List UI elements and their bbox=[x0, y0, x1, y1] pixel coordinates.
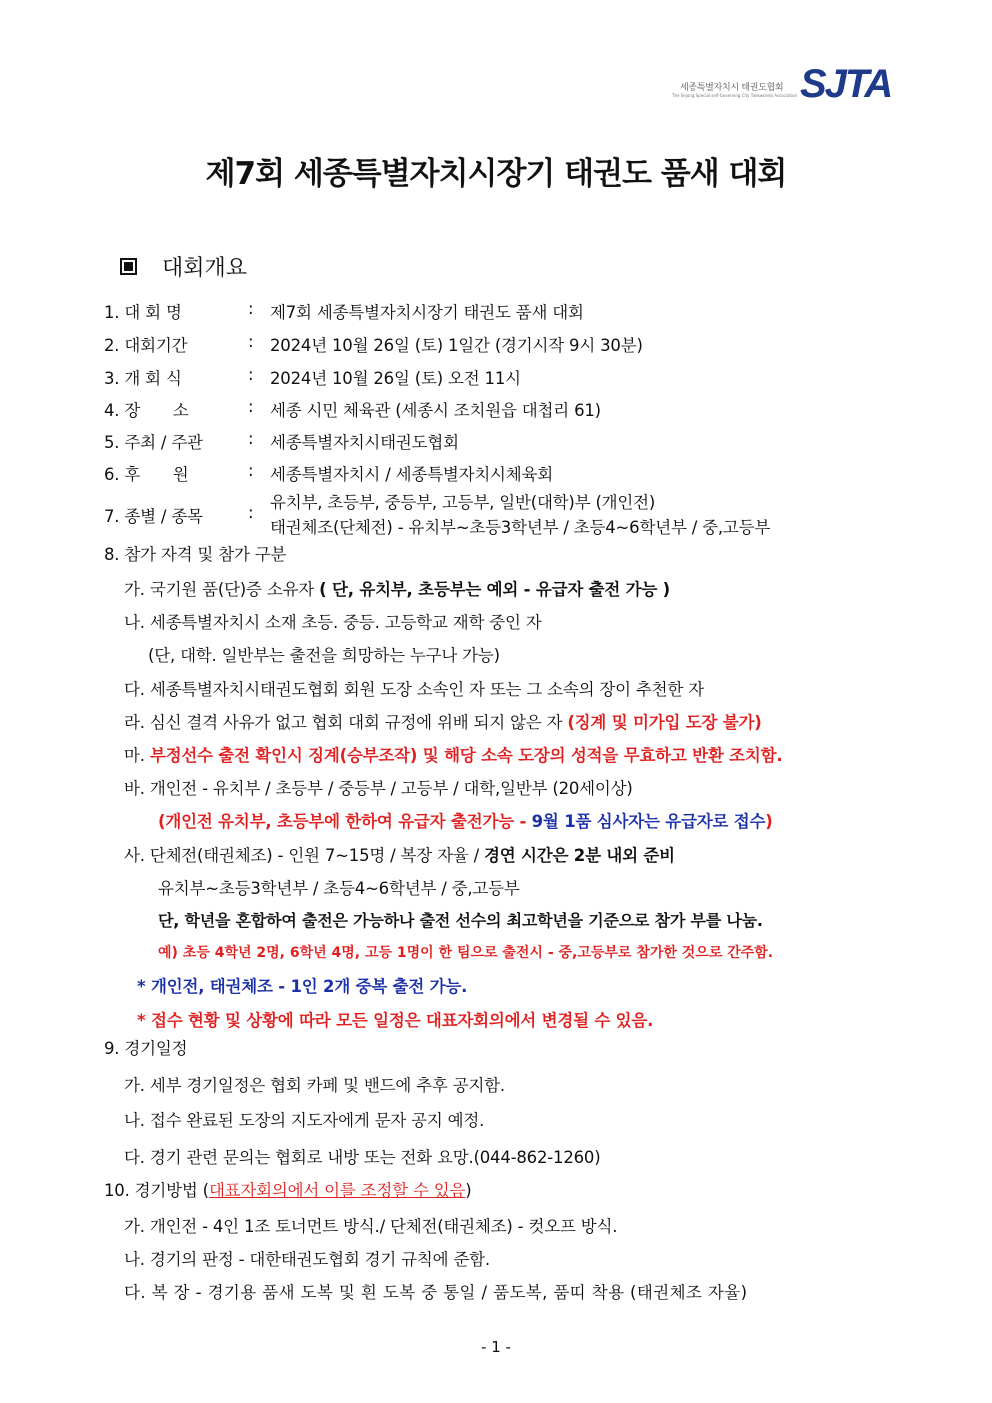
item-label: 5. 주최 / 주관 bbox=[104, 433, 203, 452]
s8-ga bbox=[124, 576, 670, 600]
item-value-line2: 태권체조(단체전) - 유치부~초등3학년부 / 초등4~6학년부 / 중,고등부 bbox=[270, 518, 771, 537]
s8-sa-text: 사. 단체전(태권체조) - 인원 7~15명 / 복장 자율 / bbox=[124, 846, 484, 865]
s10-heading-a: 10. 경기방법 ( bbox=[104, 1181, 209, 1200]
s9-heading: 9. 경기일정 bbox=[104, 1039, 188, 1058]
item-label: 4. 장 소 bbox=[104, 401, 189, 420]
s8-na-note: (단, 대학. 일반부는 출전을 희망하는 누구나 가능) bbox=[148, 646, 500, 665]
org-logo-mark: SJTA bbox=[800, 62, 892, 106]
square-bullet-icon bbox=[120, 258, 137, 275]
s8-sa-note: 경연 시간은 2분 내외 준비 bbox=[484, 846, 675, 865]
s9-ga: 가. 세부 경기일정은 협회 카페 및 밴드에 추후 공지함. bbox=[124, 1076, 505, 1095]
s10-heading bbox=[104, 1177, 471, 1201]
s8-ma-text: 부정선수 출전 확인시 징계(승부조작) 및 해당 소속 도장의 성적을 무효하고 반환 조치함. bbox=[149, 746, 783, 765]
s8-star-1: * 개인전, 태권체조 - 1인 2개 중복 출전 가능. bbox=[137, 977, 468, 996]
s8-sa-example: 예) 초등 4학년 2명, 6학년 4명, 고등 1명이 한 팀으로 출전시 - 중,고등부로 참가한 것으로 간주함. bbox=[158, 945, 774, 961]
org-logo-subtitle: The Sejong Special self-Governing City Taekwondo Association bbox=[672, 93, 798, 98]
s8-ma-marker: 마. bbox=[124, 746, 150, 765]
item-value: 세종 시민 체육관 (세종시 조치원읍 대첩리 61) bbox=[270, 401, 601, 420]
s9-na: 나. 접수 완료된 도장의 지도자에게 문자 공지 예정. bbox=[124, 1111, 485, 1130]
s8-ra bbox=[124, 709, 762, 733]
s8-heading: 8. 참가 자격 및 참가 구분 bbox=[104, 545, 287, 564]
document-title: 제7회 세종특별자치시장기 태권도 품새 대회 bbox=[205, 156, 787, 192]
s9-da: 다. 경기 관련 문의는 협회로 내방 또는 전화 요망.(044-862-1260) bbox=[124, 1148, 601, 1167]
s8-na: 나. 세종특별자치시 소재 초등. 중등. 고등학교 재학 중인 자 bbox=[124, 613, 542, 632]
item-value: 2024년 10월 26일 (토) 1일간 (경기시작 9시 30분) bbox=[270, 336, 643, 355]
item-value: 제7회 세종특별자치시장기 태권도 품새 대회 bbox=[270, 303, 584, 322]
s10-da: 다. 복 장 - 경기용 품새 도복 및 흰 도복 중 통일 / 품도복, 품띠 착용 (태권체조 자율) bbox=[124, 1283, 748, 1302]
item-colon: : bbox=[248, 429, 254, 448]
item-colon: : bbox=[248, 299, 254, 318]
s8-ra-text: 라. 심신 결격 사유가 없고 협회 대회 규정에 위배 되지 않은 자 bbox=[124, 713, 568, 732]
item-label: 6. 후 원 bbox=[104, 465, 189, 484]
s8-star-2: * 접수 현황 및 상황에 따라 모든 일정은 대표자회의에서 변경될 수 있음. bbox=[137, 1011, 654, 1030]
s10-na: 나. 경기의 판정 - 대한태권도협회 경기 규칙에 준함. bbox=[124, 1250, 490, 1269]
s10-heading-c: ) bbox=[465, 1181, 472, 1200]
item-label: 2. 대회기간 bbox=[104, 336, 188, 355]
item-label: 3. 개 회 식 bbox=[104, 369, 182, 388]
s8-da: 다. 세종특별자치시태권도협회 회원 도장 소속인 자 또는 그 소속의 장이 추천한 자 bbox=[124, 680, 704, 699]
item-colon: : bbox=[248, 365, 254, 384]
s8-sa bbox=[124, 842, 675, 866]
item-value: 세종특별자치시 / 세종특별자치시체육회 bbox=[270, 465, 554, 484]
section-title: 대회개요 bbox=[162, 256, 248, 281]
item-colon: : bbox=[248, 503, 254, 522]
org-logo-name: 세종특별자치시 태권도협회 bbox=[680, 83, 784, 93]
s8-ga-text: 가. 국기원 품(단)증 소유자 bbox=[124, 580, 320, 599]
s8-ga-note: ( 단, 유치부, 초등부는 예외 - 유급자 출전 가능 ) bbox=[319, 580, 671, 599]
item-colon: : bbox=[248, 332, 254, 351]
s8-ba-note bbox=[158, 808, 773, 832]
s8-sa-divisions: 유치부~초등3학년부 / 초등4~6학년부 / 중,고등부 bbox=[158, 879, 520, 898]
s8-ba-note-b: 9월 1품 심사자는 유급자로 접수 bbox=[531, 812, 766, 831]
item-label: 1. 대 회 명 bbox=[104, 303, 182, 322]
item-label: 7. 종별 / 종목 bbox=[104, 507, 203, 526]
page-number: - 1 - bbox=[481, 1338, 511, 1356]
item-value: 유치부, 초등부, 중등부, 고등부, 일반(대학)부 (개인전) bbox=[270, 493, 656, 512]
s8-ma bbox=[124, 742, 782, 766]
item-value: 2024년 10월 26일 (토) 오전 11시 bbox=[270, 369, 521, 388]
s10-ga: 가. 개인전 - 4인 1조 토너먼트 방식./ 단체전(태권체조) - 컷오프 방식. bbox=[124, 1217, 618, 1236]
s8-ba-note-c: ) bbox=[765, 812, 773, 831]
s8-sa-rule: 단, 학년을 혼합하여 출전은 가능하나 출전 선수의 최고학년을 기준으로 참가 부를 나눔. bbox=[158, 911, 763, 930]
item-value: 세종특별자치시태권도협회 bbox=[270, 433, 459, 452]
item-colon: : bbox=[248, 461, 254, 480]
s8-ba: 바. 개인전 - 유치부 / 초등부 / 중등부 / 고등부 / 대학,일반부 (20세이상) bbox=[124, 779, 633, 798]
item-colon: : bbox=[248, 397, 254, 416]
s8-ba-note-a: (개인전 유치부, 초등부에 한하여 유급자 출전가능 - bbox=[158, 812, 532, 831]
s10-heading-note: 대표자회의에서 이를 조정할 수 있음 bbox=[208, 1181, 466, 1200]
s8-ra-note: (징계 및 미가입 도장 불가) bbox=[567, 713, 762, 732]
